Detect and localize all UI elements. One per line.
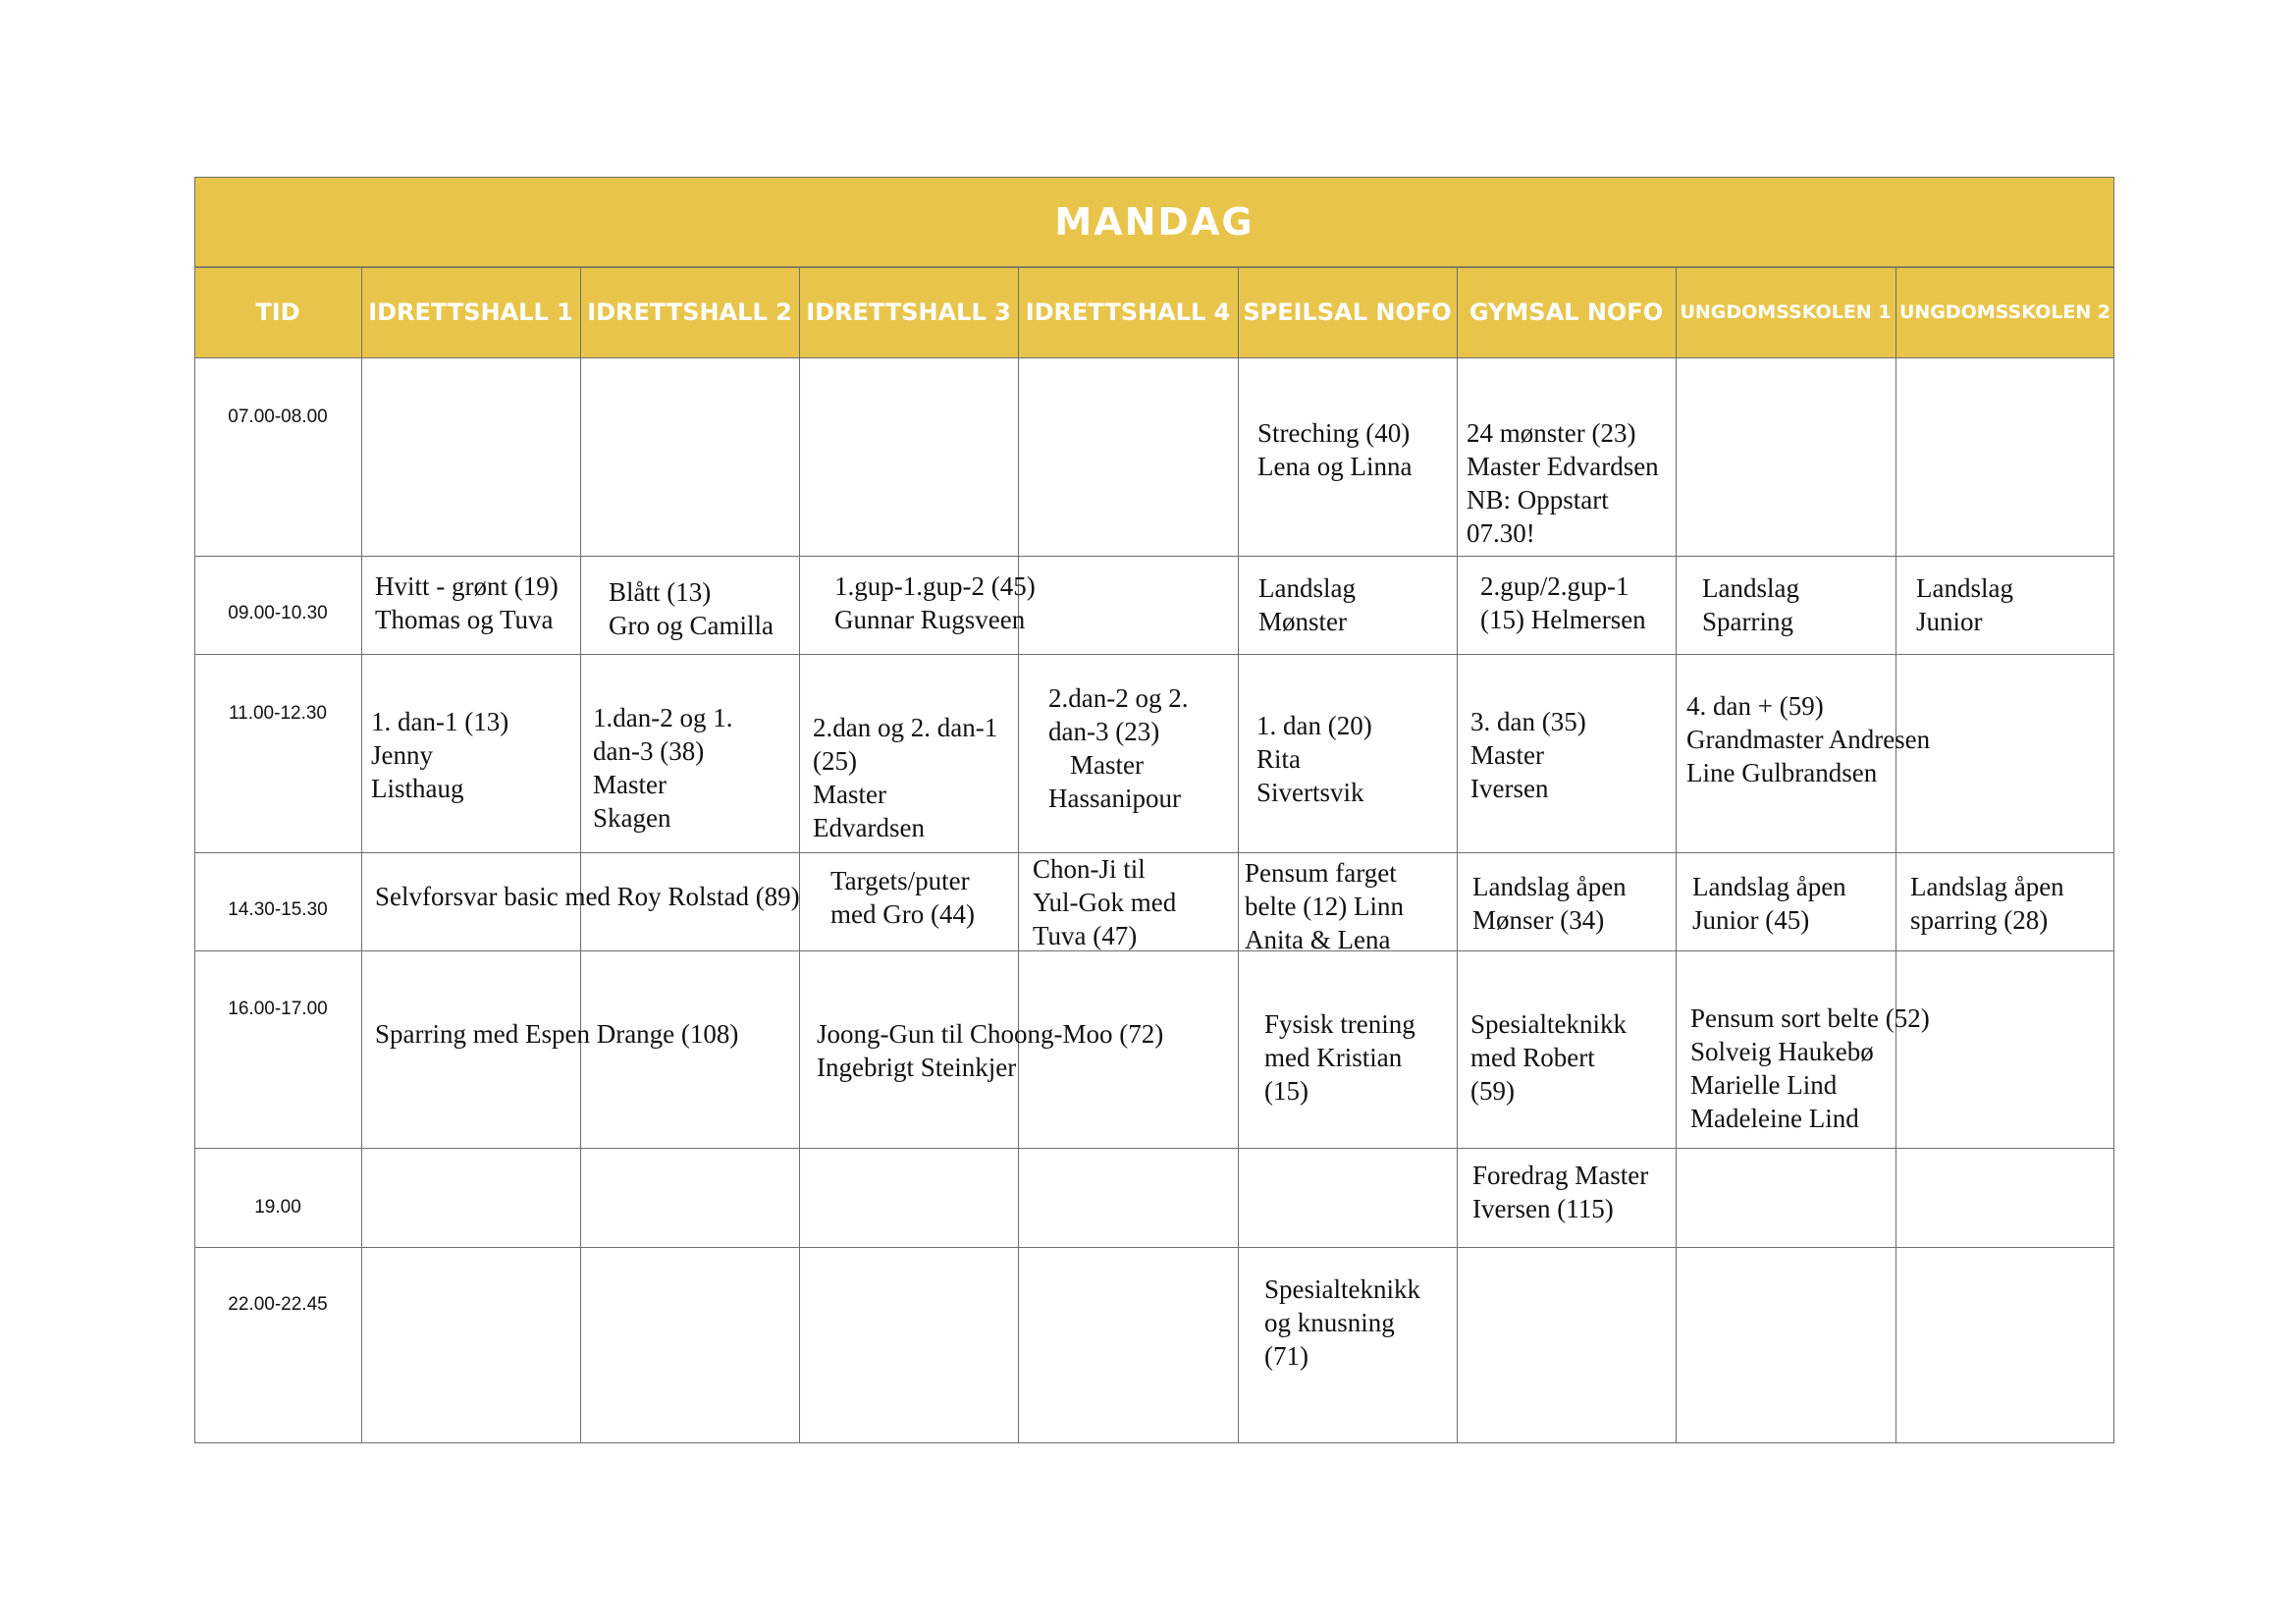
- header-idrettshall-2: IDRETTSHALL 2: [587, 298, 792, 326]
- header-ungdomsskolen-2: UNGDOMSSKOLEN 2: [1898, 301, 2111, 323]
- time-slot: 11.00-12.30: [228, 703, 327, 724]
- session-cell: Hvitt - grønt (19) Thomas og Tuva: [375, 571, 559, 634]
- session-cell: Landslag åpen Mønser (34): [1472, 872, 1627, 935]
- session-cell: Targets/puter med Gro (44): [830, 866, 975, 929]
- header-speilsal-nofo: SPEILSAL NOFO: [1243, 298, 1452, 326]
- session-cell: Landslag Mønster: [1258, 573, 1356, 636]
- session-cell: 4. dan + (59) Grandmaster Andresen Line Gulbrandsen: [1686, 691, 1931, 787]
- session-cell: Sparring med Espen Drange (108): [375, 1019, 739, 1049]
- header-idrettshall-3: IDRETTSHALL 3: [806, 298, 1011, 326]
- header-gymsal-nofo: GYMSAL NOFO: [1468, 298, 1664, 326]
- column-divider: [1018, 267, 1019, 1443]
- session-cell: 3. dan (35) Master Iversen: [1470, 707, 1586, 803]
- row-divider: [194, 357, 2114, 358]
- session-cell: Landslag Junior: [1916, 573, 2013, 636]
- column-divider: [580, 267, 581, 1443]
- session-cell: Landslag Sparring: [1702, 573, 1799, 636]
- session-cell: 24 mønster (23) Master Edvardsen NB: Oppstart 07.30!: [1467, 418, 1659, 548]
- session-cell: Landslag åpen sparring (28): [1910, 872, 2064, 935]
- session-cell: 2.dan-2 og 2. dan-3 (23) Master Hassanipour: [1048, 683, 1189, 813]
- session-cell: 1. dan-1 (13) Jenny Listhaug: [371, 707, 509, 803]
- column-divider: [799, 267, 800, 1443]
- row-divider: [194, 1148, 2114, 1149]
- column-divider: [1238, 267, 1239, 1443]
- session-cell: Pensum farget belte (12) Linn Anita & Lena: [1245, 858, 1404, 954]
- header-tid: TID: [255, 298, 300, 326]
- session-cell: 1. dan (20) Rita Sivertsvik: [1256, 711, 1372, 807]
- row-divider: [194, 1247, 2114, 1248]
- time-slot: 22.00-22.45: [228, 1294, 328, 1315]
- session-cell: 2.gup/2.gup-1 (15) Helmersen: [1480, 571, 1646, 634]
- column-divider: [1457, 267, 1458, 1443]
- session-cell: Fysisk trening med Kristian (15): [1264, 1009, 1415, 1106]
- time-slot: 07.00-08.00: [228, 406, 328, 427]
- session-cell: Chon-Ji til Yul-Gok med Tuva (47): [1033, 854, 1177, 950]
- session-cell: Foredrag Master Iversen (115): [1472, 1161, 1649, 1223]
- session-cell: Selvforsvar basic med Roy Rolstad (89): [375, 882, 800, 911]
- row-divider: [194, 654, 2114, 655]
- header-idrettshall-1: IDRETTSHALL 1: [368, 298, 573, 326]
- header-ungdomsskolen-1: UNGDOMSSKOLEN 1: [1680, 301, 1892, 323]
- session-cell: Blått (13) Gro og Camilla: [609, 577, 774, 640]
- session-cell: Pensum sort belte (52) Solveig Haukebø Marielle Lind Madeleine Lind: [1690, 1003, 1930, 1133]
- time-slot: 14.30-15.30: [228, 899, 328, 920]
- session-cell: Spesialteknikk med Robert (59): [1470, 1009, 1627, 1106]
- session-cell: Joong-Gun til Choong-Moo (72) Ingebrigt Steinkjer: [817, 1019, 1164, 1082]
- header-idrettshall-4: IDRETTSHALL 4: [1025, 298, 1231, 326]
- day-title: MANDAG: [1054, 200, 1255, 244]
- session-cell: 2.dan og 2. dan-1 (25) Master Edvardsen: [813, 713, 998, 842]
- column-divider: [1676, 267, 1677, 1443]
- time-slot: 09.00-10.30: [228, 603, 328, 623]
- column-divider: [361, 267, 362, 1443]
- time-slot: 19.00: [254, 1197, 301, 1218]
- session-cell: Spesialteknikk og knusning (71): [1264, 1274, 1420, 1371]
- row-divider: [194, 556, 2114, 557]
- session-cell: 1.gup-1.gup-2 (45) Gunnar Rugsveen: [834, 571, 1036, 634]
- session-cell: 1.dan-2 og 1. dan-3 (38) Master Skagen: [593, 703, 733, 833]
- time-slot: 16.00-17.00: [228, 999, 328, 1019]
- session-cell: Streching (40) Lena og Linna: [1257, 418, 1413, 481]
- session-cell: Landslag åpen Junior (45): [1692, 872, 1846, 935]
